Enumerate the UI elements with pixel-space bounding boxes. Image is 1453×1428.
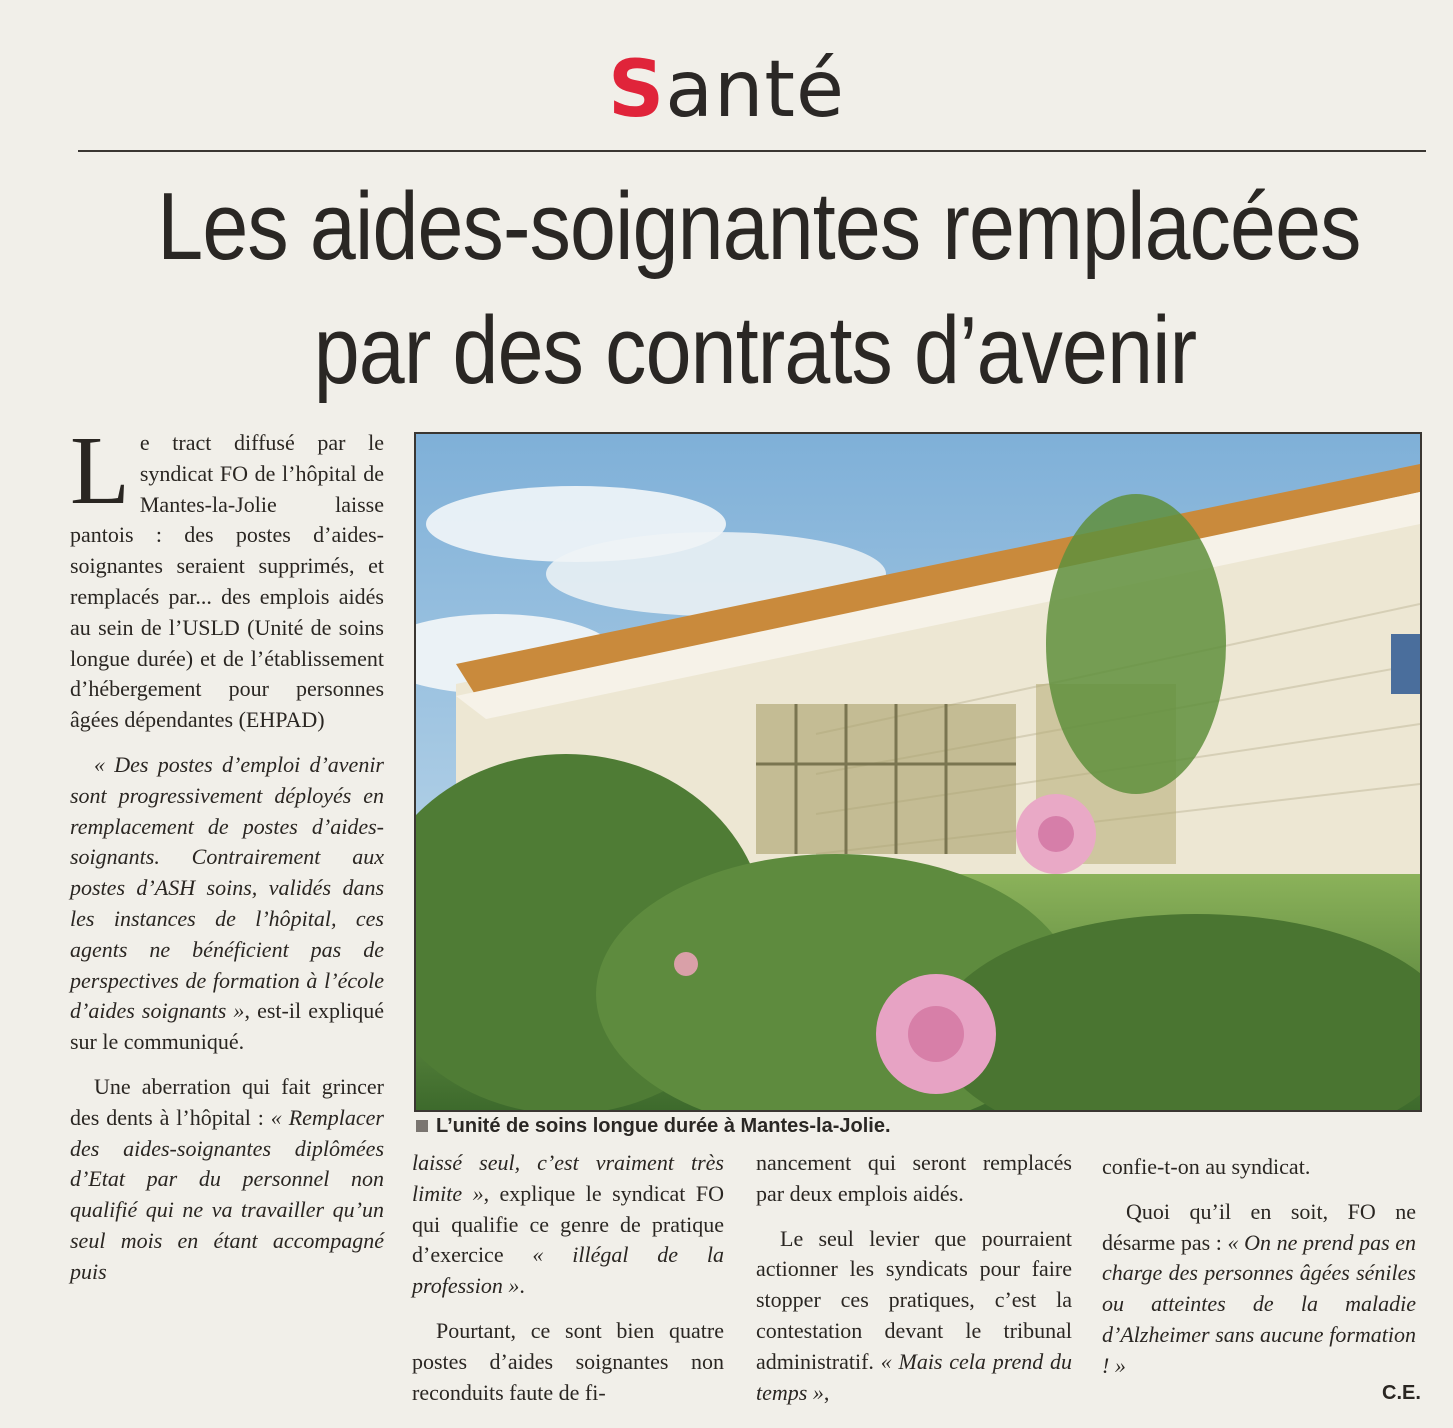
quote-text: « Mais cela prend du temps » [756, 1348, 1072, 1405]
photo-caption [416, 1112, 1416, 1140]
header-rule [78, 150, 1426, 152]
paragraph-end: , [823, 1379, 830, 1405]
section-title [608, 40, 845, 140]
author-signature: C.E. [1382, 1382, 1421, 1404]
rose-center [908, 1006, 964, 1062]
paragraph [1102, 1197, 1416, 1382]
paragraph-text: , explique le syndicat FO qui qualifie ce genre de pratique d’exercice [412, 1180, 724, 1268]
article-photo [414, 432, 1422, 1112]
headline-line-1: Les aides-soignantes remplacées [157, 173, 1361, 280]
drop-cap: L [70, 417, 130, 525]
paragraph-lead: Une aberration qui fait grincer des dents à l’hôpital : [70, 1073, 384, 1130]
caption-marker [416, 1120, 428, 1132]
rose-center [1038, 816, 1074, 852]
article-column-3 [756, 1148, 1072, 1408]
paragraph-text: Quoi qu’il en soit, FO ne désarme pas : [1102, 1198, 1416, 1255]
sign [1391, 634, 1420, 694]
paragraph-text: Le seul levier que pourraient actionner les syndicats pour faire stopper ces pratiques, c’est la contestation devant le tribunal administratif. [756, 1225, 1072, 1374]
quote-text: « On ne prend pas en charge des personnes âgées séniles ou atteintes de la maladie d’Alzheimer sans aucune formation ! » [1102, 1229, 1416, 1378]
quote-paragraph [70, 750, 384, 1058]
photo-illustration [416, 434, 1420, 1110]
quote-text: laissé seul, c’est vraiment très limite » [412, 1150, 724, 1206]
section-title-rest: anté [665, 45, 845, 135]
article-column-1 [70, 417, 384, 1288]
paragraph-end: . [519, 1273, 525, 1299]
paragraph: confie-t-on au syndicat. [1102, 1154, 1311, 1179]
lead-text: e tract diffusé par le syndicat FO de l’hôpital de Mantes-la-Jolie laisse pantois : des postes d’aides-soignantes seraient supprimés, et remplacés par... des emplois aidés au sein de l’USLD (Unité de soins longue durée) et de l’établissement d’hébergement pour personnes âgées dépendantes (EHPAD) [70, 430, 384, 733]
paragraph-aberration [70, 1072, 384, 1288]
section-header [0, 40, 1453, 140]
caption-text: L’unité de soins longue durée à Mantes-la-Jolie. [436, 1115, 891, 1137]
paragraph: Pourtant, ce sont bien quatre postes d’aides soignantes non reconduits faute de fi- [412, 1317, 724, 1405]
quote-attribution: , est-il expliqué sur le communiqué. [70, 998, 384, 1055]
quote-text: « Des postes d’emploi d’avenir sont progressivement déployés en remplacement de postes d’aides-soignants. Contrairement aux postes d’ASH soins, validés dans les instances de l’hôpital, ces agents ne bénéficient pas de perspectives de formation à l’école d’aides soignants » [70, 751, 384, 1024]
lead-paragraph [70, 417, 384, 736]
paragraph-quote: « Remplacer des aides-soignantes diplômées d’Etat par du personnel non qualifié qui ne va travailler qu’un seul mois en étant accompagné puis [70, 1104, 384, 1284]
paragraph [412, 1148, 724, 1302]
quote-text: « illégal de la profession » [412, 1242, 724, 1299]
climbing-plant [1046, 494, 1226, 794]
paragraph [756, 1224, 1072, 1409]
section-title-initial: S [608, 45, 666, 135]
article-headline [157, 165, 1361, 413]
article-column-4 [1102, 1152, 1416, 1382]
rose-bud [674, 952, 698, 976]
headline-line-2: par des contrats d’avenir [313, 297, 1197, 404]
article-column-2 [412, 1148, 724, 1408]
paragraph: nancement qui seront remplacés par deux emplois aidés. [756, 1150, 1072, 1206]
